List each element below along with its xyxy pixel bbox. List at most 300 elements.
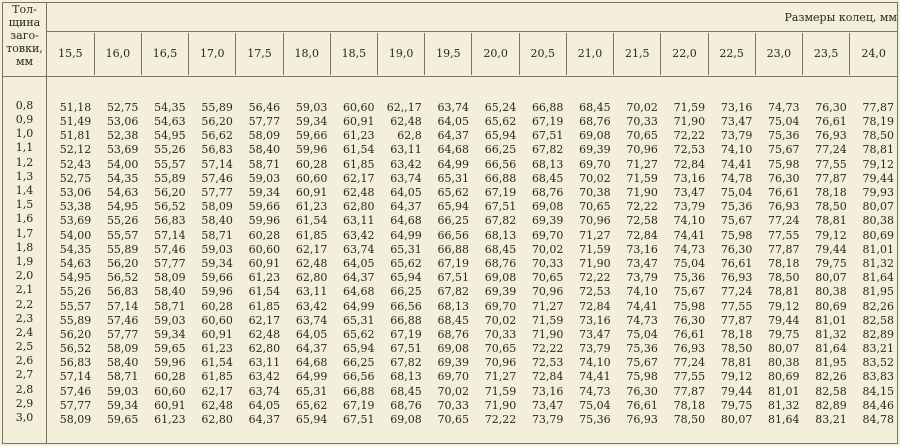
ring-value-cell: 71,59 <box>484 384 517 398</box>
ring-value-cell: 54,00 <box>59 228 92 242</box>
ring-value-cell: 73,16 <box>673 171 706 185</box>
values-spacer <box>47 77 897 99</box>
ring-value-cell: 71,27 <box>626 157 658 171</box>
ring-value-cell: 61,23 <box>248 271 281 285</box>
ring-value-cell: 52,12 <box>59 143 92 157</box>
ring-value-cell: 62,80 <box>295 271 328 285</box>
ring-value-cell: 72,22 <box>531 342 564 356</box>
ring-value-cell: 79,93 <box>862 186 894 200</box>
ring-value-cell: 61,23 <box>201 342 233 356</box>
ring-value-cell: 59,96 <box>248 214 281 228</box>
ring-value-cell: 79,12 <box>720 370 753 384</box>
ring-value-cell: 70,96 <box>626 143 658 157</box>
ring-value-cell: 83,83 <box>862 370 894 384</box>
ring-value-cell: 61,54 <box>248 285 281 299</box>
ring-value-cell: 70,65 <box>579 200 611 214</box>
ring-value-cell: 81,95 <box>815 356 847 370</box>
ring-value-cell: 62,8 <box>397 129 422 143</box>
ring-value-cell: 68,76 <box>437 327 469 341</box>
ring-value-cell: 64,37 <box>437 129 469 143</box>
ring-value-cell: 79,75 <box>720 398 753 412</box>
thickness-value: 1,0 <box>15 127 34 141</box>
ring-value-cell: 68,45 <box>579 100 611 114</box>
ring-value-cell: 69,70 <box>579 157 611 171</box>
ring-value-cell: 63,74 <box>295 313 328 327</box>
ring-value-cell: 69,08 <box>484 271 517 285</box>
ring-value-cell: 56,46 <box>248 100 281 114</box>
ring-value-cell: 77,87 <box>815 171 847 185</box>
ring-value-cell: 55,26 <box>106 214 139 228</box>
ring-value-cell: 78,19 <box>862 115 894 129</box>
ring-value-cell: 70,96 <box>531 285 564 299</box>
ring-value-cell: 57,46 <box>106 313 139 327</box>
ring-value-cell: 68,45 <box>437 313 469 327</box>
ring-value-cell: 62,17 <box>201 384 233 398</box>
ring-value-cell: 72,53 <box>673 143 706 157</box>
size-header-cells <box>47 33 897 75</box>
ring-value-cell: 67,82 <box>484 214 517 228</box>
ring-value-cell: 78,18 <box>815 186 847 200</box>
ring-value-cell: 82,89 <box>862 327 894 341</box>
size-header-table <box>47 33 897 75</box>
ring-value-cell: 76,93 <box>673 342 706 356</box>
ring-value-cell: 63,42 <box>343 228 375 242</box>
ring-value-cell: 57,14 <box>59 370 92 384</box>
ring-value-cell: 76,61 <box>815 115 847 129</box>
ring-value-cell: 83,21 <box>862 342 894 356</box>
ring-value-cell: 59,34 <box>106 398 139 412</box>
ring-value-cell: 73,47 <box>579 327 611 341</box>
size-header-cell: 24,0 <box>850 33 897 75</box>
ring-value-cell: 76,93 <box>815 129 847 143</box>
ring-value-cell: 71,90 <box>531 327 564 341</box>
thickness-value: 1,6 <box>15 212 34 226</box>
ring-value-cell: 52,75 <box>106 100 139 114</box>
ring-value-cell: 54,35 <box>154 100 186 114</box>
thickness-list <box>3 99 46 425</box>
ring-value-cell: 62,17 <box>248 313 281 327</box>
size-header-cell: 18,5 <box>330 33 377 75</box>
thickness-value: 0,9 <box>15 113 34 127</box>
ring-value-cell: 81,64 <box>862 271 894 285</box>
ring-value-cell: 71,27 <box>579 228 611 242</box>
ring-value-cell: 73,16 <box>720 100 753 114</box>
ring-value-cell: 76,30 <box>673 313 706 327</box>
ring-value-cell: 61,85 <box>343 157 375 171</box>
ring-value-cell: 76,93 <box>626 413 658 427</box>
size-header-cell: 18,0 <box>283 33 330 75</box>
ring-value-cell: 78,18 <box>720 327 753 341</box>
ring-value-cell: 65,94 <box>343 342 375 356</box>
ring-value-cell: 72,84 <box>579 299 611 313</box>
ring-value-cell: 74,73 <box>768 100 800 114</box>
ring-sizes-group-header: Размеры колец, мм <box>47 3 898 32</box>
ring-value-cell: 70,65 <box>484 342 517 356</box>
thickness-column-header <box>3 3 47 77</box>
ring-value-cell: 71,90 <box>673 115 706 129</box>
ring-value-cell: 51,49 <box>59 115 92 129</box>
thickness-value: 1,2 <box>15 155 34 169</box>
ring-value-cell: 75,36 <box>768 129 800 143</box>
ring-value-cell: 84,78 <box>862 413 894 427</box>
size-header-cell: 16,0 <box>94 33 141 75</box>
ring-value-cell: 65,62 <box>484 115 517 129</box>
size-header-row <box>47 32 898 77</box>
ring-value-cell: 63,74 <box>343 242 375 256</box>
ring-value-cell: 59,96 <box>154 356 186 370</box>
ring-value-cell: 64,37 <box>343 271 375 285</box>
ring-value-cell: 73,47 <box>531 398 564 412</box>
ring-value-cell: 63,74 <box>390 171 422 185</box>
ring-value-cell: 55,89 <box>201 100 233 114</box>
ring-value-cell: 54,63 <box>59 256 92 270</box>
ring-size-table <box>2 2 898 444</box>
ring-value-cell: 62,48 <box>295 256 328 270</box>
ring-value-cell: 77,87 <box>720 313 753 327</box>
ring-value-cell: 64,99 <box>437 157 469 171</box>
ring-value-cell: 75,36 <box>579 413 611 427</box>
ring-value-cell: 71,90 <box>484 398 517 412</box>
ring-value-cell: 70,02 <box>437 384 469 398</box>
ring-value-cell: 62,80 <box>343 200 375 214</box>
ring-value-cell: 80,69 <box>862 228 894 242</box>
ring-value-cell: 60,28 <box>201 299 233 313</box>
ring-value-cell: 60,28 <box>295 157 328 171</box>
ring-value-cell: 74,10 <box>673 214 706 228</box>
ring-value-cell: 52,38 <box>106 129 139 143</box>
ring-value-cell: 68,76 <box>390 398 422 412</box>
ring-value-cell: 71,27 <box>484 370 517 384</box>
thickness-header-line: щина <box>8 16 41 29</box>
ring-value-cell: 78,50 <box>768 271 800 285</box>
ring-value-cell: 69,70 <box>531 228 564 242</box>
ring-value-cell: 72,22 <box>484 413 517 427</box>
ring-value-cell: 69,08 <box>390 413 422 427</box>
thickness-value: 1,7 <box>15 226 34 240</box>
ring-value-cell: 68,45 <box>390 384 422 398</box>
ring-value-cell: 75,67 <box>626 356 658 370</box>
ring-value-cell: 82,58 <box>815 384 847 398</box>
ring-value-cell: 70,38 <box>579 186 611 200</box>
ring-value-cell: 66,25 <box>390 285 422 299</box>
thickness-header-line: заго- <box>10 29 39 42</box>
ring-value-cell: 57,46 <box>59 384 92 398</box>
ring-value-cell: 78,50 <box>720 342 753 356</box>
ring-value-cell: 65,94 <box>437 200 469 214</box>
ring-value-cell: 58,09 <box>106 342 139 356</box>
ring-value-cell: 57,77 <box>59 398 92 412</box>
thickness-value: 1,1 <box>15 141 34 155</box>
ring-value-cell: 54,63 <box>154 115 186 129</box>
ring-value-cell: 71,27 <box>531 299 564 313</box>
ring-value-cell: 55,89 <box>154 171 186 185</box>
ring-value-cell: 66,25 <box>343 356 375 370</box>
ring-value-cell: 51,81 <box>59 129 92 143</box>
size-header-cell: 21,5 <box>614 33 661 75</box>
ring-value-cell: 57,46 <box>201 171 233 185</box>
ring-value-cell: 59,34 <box>154 327 186 341</box>
ring-value-cell: 72,22 <box>673 129 706 143</box>
ring-value-cell: 70,96 <box>579 214 611 228</box>
ring-value-cell: 59,34 <box>295 115 328 129</box>
ring-value-cell: 68,45 <box>484 242 517 256</box>
thickness-value: 2,2 <box>15 297 34 311</box>
values-grid <box>47 99 897 427</box>
ring-value-cell: 59,96 <box>295 143 328 157</box>
ring-value-cell: 75,36 <box>673 271 706 285</box>
ring-value-cell: 58,71 <box>201 228 233 242</box>
ring-value-cell: 58,71 <box>106 370 139 384</box>
ring-value-cell: 58,40 <box>154 285 186 299</box>
ring-value-cell: 79,75 <box>815 256 847 270</box>
size-header-cell: 17,0 <box>189 33 236 75</box>
ring-value-cell: 70,33 <box>626 115 658 129</box>
ring-value-cell: 73,16 <box>579 313 611 327</box>
ring-value-cell: 74,78 <box>720 171 753 185</box>
ring-value-cell: 65,24 <box>484 100 517 114</box>
ring-value-cell: 61,85 <box>201 370 233 384</box>
ring-value-cell: 69,39 <box>484 285 517 299</box>
ring-value-cell: 69,08 <box>531 200 564 214</box>
ring-value-cell: 80,07 <box>862 200 894 214</box>
ring-value-cell: 66,25 <box>437 214 469 228</box>
ring-value-cell: 66,56 <box>484 157 517 171</box>
ring-value-cell: 63,11 <box>295 285 328 299</box>
ring-value-cell: 58,09 <box>154 271 186 285</box>
ring-value-cell: 66,25 <box>484 143 517 157</box>
ring-value-cell: 61,85 <box>248 299 281 313</box>
ring-value-cell: 70,33 <box>531 256 564 270</box>
ring-value-cell: 62,80 <box>201 413 233 427</box>
ring-value-cell: 63,42 <box>295 299 328 313</box>
ring-value-cell: 58,40 <box>248 143 281 157</box>
ring-value-cell: 72,58 <box>626 214 658 228</box>
ring-value-cell: 55,26 <box>59 285 92 299</box>
ring-value-cell: 62,80 <box>248 342 281 356</box>
ring-value-cell: 54,35 <box>106 171 139 185</box>
thickness-value: 1,9 <box>15 254 34 268</box>
ring-value-cell: 71,59 <box>673 100 706 114</box>
ring-value-cell: 71,90 <box>626 186 658 200</box>
ring-value-cell: 56,62 <box>201 129 233 143</box>
ring-value-cell: 82,26 <box>815 370 847 384</box>
ring-value-cell: 75,04 <box>673 256 706 270</box>
ring-value-cell: 76,61 <box>626 398 658 412</box>
ring-value-cell: 65,31 <box>437 171 469 185</box>
ring-value-cell: 67,51 <box>343 413 375 427</box>
ring-value-cell: 55,89 <box>106 242 139 256</box>
thickness-value: 2,0 <box>15 269 34 283</box>
ring-value-cell: 72,22 <box>579 271 611 285</box>
ring-value-cell: 72,84 <box>531 370 564 384</box>
ring-value-cell: 76,30 <box>626 384 658 398</box>
ring-value-cell: 69,08 <box>579 129 611 143</box>
ring-value-cell: 72,84 <box>626 228 658 242</box>
ring-value-cell: 78,81 <box>768 285 800 299</box>
ring-value-cell: 66,88 <box>343 384 375 398</box>
ring-value-cell: 70,02 <box>579 171 611 185</box>
ring-value-cell: 74,41 <box>673 228 706 242</box>
ring-value-cell: 64,37 <box>390 200 422 214</box>
ring-value-cell: 70,33 <box>484 327 517 341</box>
ring-value-cell: 73,79 <box>720 129 753 143</box>
ring-value-cell: 67,19 <box>390 327 422 341</box>
ring-value-cell: 62,17 <box>343 171 375 185</box>
ring-value-cell: 74,73 <box>579 384 611 398</box>
ring-value-cell: 79,44 <box>720 384 753 398</box>
ring-value-cell: 56,83 <box>59 356 92 370</box>
ring-value-cell: 75,98 <box>720 228 753 242</box>
ring-value-cell: 58,71 <box>248 157 281 171</box>
ring-value-cell: 59,03 <box>248 171 281 185</box>
ring-value-cell: 64,05 <box>248 398 281 412</box>
ring-value-cell: 53,38 <box>59 200 92 214</box>
ring-value-cell: 57,14 <box>154 228 186 242</box>
ring-value-cell: 70,02 <box>484 313 517 327</box>
thickness-value: 1,5 <box>15 198 34 212</box>
ring-value-cell: 79,75 <box>768 327 800 341</box>
ring-value-cell: 77,87 <box>673 384 706 398</box>
ring-value-cell: 82,58 <box>862 313 894 327</box>
size-header-cell: 15,5 <box>47 33 94 75</box>
thickness-value: 1,4 <box>15 184 34 198</box>
ring-value-cell: 67,82 <box>531 143 564 157</box>
ring-value-cell: 60,28 <box>154 370 186 384</box>
ring-value-cell: 73,79 <box>626 271 658 285</box>
ring-value-cell: 80,38 <box>768 356 800 370</box>
ring-value-cell: 61,23 <box>343 129 375 143</box>
ring-value-cell: 82,26 <box>862 299 894 313</box>
ring-value-cell: 76,30 <box>720 242 753 256</box>
ring-value-cell: 73,79 <box>531 413 564 427</box>
size-header-cell: 21,0 <box>566 33 613 75</box>
ring-value-cell: 62,48 <box>201 398 233 412</box>
ring-value-cell: 54,95 <box>59 271 92 285</box>
ring-value-cell: 69,70 <box>484 299 517 313</box>
ring-value-cell: 54,35 <box>59 242 92 256</box>
ring-value-cell: 67,51 <box>484 200 517 214</box>
ring-value-cell: 65,62 <box>390 256 422 270</box>
ring-value-cell: 57,77 <box>154 256 186 270</box>
ring-value-cell: 64,99 <box>343 299 375 313</box>
ring-value-cell: 60,28 <box>248 228 281 242</box>
ring-value-cell: 84,15 <box>862 384 894 398</box>
ring-value-cell: 68,76 <box>531 186 564 200</box>
ring-value-cell: 67,19 <box>531 115 564 129</box>
ring-value-cell: 67,19 <box>484 186 517 200</box>
ring-value-cell: 63,74 <box>437 100 469 114</box>
ring-value-cell: 76,61 <box>768 186 800 200</box>
ring-value-cell: 56,52 <box>154 200 186 214</box>
ring-value-cell: 79,12 <box>815 228 847 242</box>
ring-value-cell: 57,14 <box>201 157 233 171</box>
ring-value-cell: 59,66 <box>248 200 281 214</box>
ring-value-cell: 59,34 <box>201 256 233 270</box>
ring-value-cell: 57,46 <box>154 242 186 256</box>
ring-value-cell: 68,13 <box>484 228 517 242</box>
ring-value-cell: 64,68 <box>390 214 422 228</box>
ring-value-cell: 80,69 <box>815 299 847 313</box>
ring-value-cell: 54,63 <box>106 186 139 200</box>
ring-value-cell: 74,73 <box>626 313 658 327</box>
ring-value-cell: 81,64 <box>815 342 847 356</box>
ring-value-cell: 65,31 <box>343 313 375 327</box>
ring-value-cell: 67,82 <box>390 356 422 370</box>
ring-value-cell: 80,38 <box>815 285 847 299</box>
ring-value-cell: 71,59 <box>531 313 564 327</box>
ring-value-cell: 79,12 <box>768 299 800 313</box>
ring-value-cell: 59,66 <box>295 129 328 143</box>
ring-value-cell: 76,30 <box>815 100 847 114</box>
ring-value-cell: 53,69 <box>106 143 139 157</box>
ring-value-cell: 75,98 <box>626 370 658 384</box>
ring-value-cell: 77,24 <box>768 214 800 228</box>
ring-value-cell: 74,10 <box>626 285 658 299</box>
ring-value-cell: 72,53 <box>531 356 564 370</box>
ring-value-cell: 59,03 <box>295 100 328 114</box>
thickness-value: 2,7 <box>15 368 34 382</box>
ring-value-cell: 80,07 <box>768 342 800 356</box>
ring-value-cell: 72,22 <box>626 200 658 214</box>
ring-value-cell: 65,62 <box>437 186 469 200</box>
ring-value-cell: 65,94 <box>484 129 517 143</box>
ring-value-cell: 57,77 <box>201 186 233 200</box>
ring-value-cell: 75,67 <box>720 214 753 228</box>
ring-value-cell: 62,48 <box>248 327 281 341</box>
ring-value-cell: 63,42 <box>248 370 281 384</box>
ring-value-cell: 60,91 <box>295 186 328 200</box>
ring-value-cell: 53,69 <box>59 214 92 228</box>
ring-value-cell: 70,02 <box>531 242 564 256</box>
ring-value-cell: 77,87 <box>768 242 800 256</box>
ring-value-cell: 64,68 <box>295 356 328 370</box>
ring-value-cell: 74,41 <box>626 299 658 313</box>
ring-value-cell: 79,12 <box>862 157 894 171</box>
thickness-spacer <box>3 77 46 99</box>
ring-value-cell: 58,40 <box>201 214 233 228</box>
ring-value-cell: 59,03 <box>106 384 139 398</box>
ring-value-cell: 60,91 <box>343 115 375 129</box>
ring-value-cell: 78,50 <box>862 129 894 143</box>
ring-value-cell: 64,05 <box>295 327 328 341</box>
ring-value-cell: 78,18 <box>673 398 706 412</box>
ring-value-cell: 78,50 <box>673 413 706 427</box>
ring-value-cell: 66,88 <box>390 313 422 327</box>
ring-value-cell: 81,01 <box>768 384 800 398</box>
ring-value-cell: 77,55 <box>768 228 800 242</box>
thickness-value: 2,8 <box>15 382 34 396</box>
thickness-header-line: товки, <box>6 42 43 55</box>
ring-value-cell: 68,13 <box>531 157 564 171</box>
ring-value-cell: 53,06 <box>106 115 139 129</box>
ring-value-cell: 76,93 <box>768 200 800 214</box>
ring-value-cell: 59,96 <box>201 285 233 299</box>
thickness-value: 3,0 <box>15 411 34 425</box>
ring-value-cell: 56,20 <box>106 256 139 270</box>
ring-value-cell: 71,59 <box>626 171 658 185</box>
ring-value-cell: 78,81 <box>862 143 894 157</box>
ring-value-cell: 74,41 <box>579 370 611 384</box>
ring-value-cell: 61,54 <box>343 143 375 157</box>
ring-value-cell: 56,83 <box>106 285 139 299</box>
ring-value-cell: 75,36 <box>720 200 753 214</box>
ring-value-cell: 52,43 <box>59 157 92 171</box>
ring-value-cell: 80,07 <box>720 413 753 427</box>
ring-value-cell: 64,05 <box>390 186 422 200</box>
ring-value-cell: 81,32 <box>862 256 894 270</box>
ring-value-cell: 62,17 <box>295 242 328 256</box>
ring-value-cell: 81,95 <box>862 285 894 299</box>
